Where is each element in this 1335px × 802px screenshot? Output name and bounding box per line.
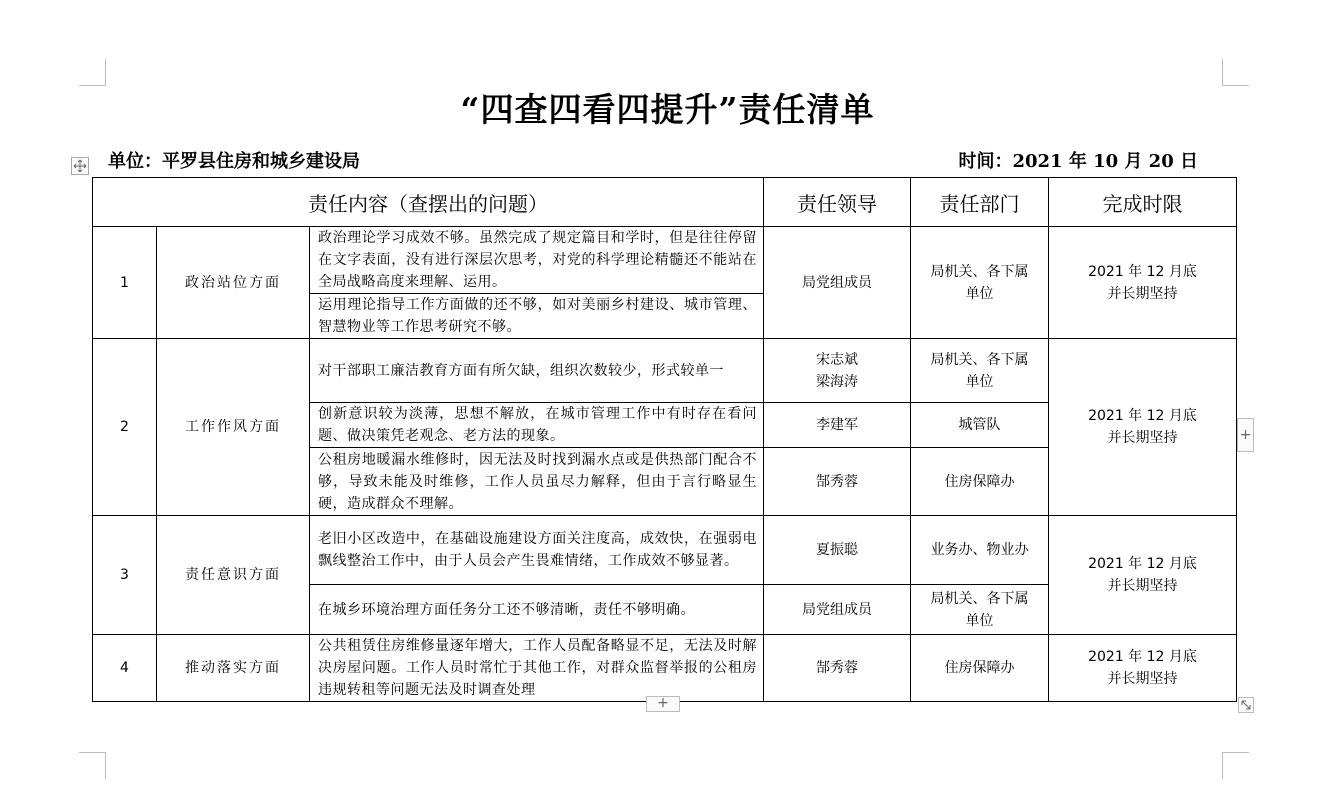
row-aspect: 工作作风方面 — [157, 339, 310, 516]
deadline-line: 2021 年 12 月底 — [1088, 556, 1197, 572]
department-line: 住房保障办 — [944, 473, 1015, 490]
leader-name: 局党组成员 — [802, 601, 872, 618]
deadline-cell — [1049, 635, 1237, 702]
department-line: 业务办、物业办 — [930, 542, 1029, 558]
header-content: 责任内容（查摆出的问题） — [93, 178, 764, 227]
leader-cell — [764, 585, 911, 635]
department-cell — [911, 403, 1049, 448]
leader-name: 郜秀蓉 — [816, 473, 858, 490]
department-line: 住房保障办 — [944, 660, 1015, 676]
department-cell — [911, 339, 1049, 403]
unit-line: 单位：平罗县住房和城乡建设局 — [108, 151, 360, 172]
issue-content[interactable]: 运用理论指导工作方面做的还不够，如对美丽乡村建设、城市管理、智慧物业等工作思考研究不够。 — [310, 294, 764, 339]
issue-content[interactable]: 老旧小区改造中，在基础设施建设方面关注度高，成效快，在强弱电飘线整治工作中，由于人员会产生畏难情绪，工作成效不够显著。 — [310, 516, 764, 585]
department-line: 城管队 — [958, 417, 1001, 433]
deadline-line: 并长期坚持 — [1107, 671, 1178, 687]
leader-name: 局党组成员 — [802, 274, 872, 291]
diagonal-resize-icon — [1240, 699, 1252, 711]
header-department: 责任部门 — [911, 178, 1049, 227]
department-cell — [911, 635, 1049, 702]
page-corner-mark-top-right — [1222, 59, 1249, 86]
department-line: 单位 — [965, 612, 994, 629]
leader-cell — [764, 635, 911, 702]
leader-name: 李建军 — [816, 417, 858, 433]
page-corner-mark-top-left — [79, 59, 106, 86]
department-line: 局机关、各下属 — [930, 263, 1029, 280]
leader-name: 夏振聪 — [816, 542, 858, 558]
leader-cell — [764, 516, 911, 585]
deadline-line: 并长期坚持 — [1107, 578, 1178, 594]
leader-cell — [764, 339, 911, 403]
row-aspect: 政治站位方面 — [157, 227, 310, 339]
issue-content[interactable]: 创新意识较为淡薄，思想不解放，在城市管理工作中有时存在看问题、做决策凭老观念、老方法的现象。 — [310, 403, 764, 448]
leader-cell — [764, 227, 911, 339]
responsibility-table — [92, 177, 1237, 702]
header-leader: 责任领导 — [764, 178, 911, 227]
table-row — [93, 635, 1237, 702]
leader-name: 梁海涛 — [816, 373, 858, 390]
department-cell — [911, 516, 1049, 585]
department-cell — [911, 448, 1049, 516]
row-aspect: 责任意识方面 — [157, 516, 310, 635]
table-resize-handle[interactable] — [1238, 697, 1254, 713]
page-corner-mark-bottom-left — [79, 752, 106, 779]
row-index: 4 — [93, 635, 157, 702]
table-row — [93, 516, 1237, 585]
leader-name: 宋志斌 — [816, 351, 858, 368]
table-row — [93, 227, 1237, 294]
add-row-button[interactable]: + — [646, 696, 680, 712]
header-deadline: 完成时限 — [1049, 178, 1237, 227]
row-index: 3 — [93, 516, 157, 635]
deadline-cell — [1049, 339, 1237, 516]
row-index: 1 — [93, 227, 157, 339]
deadline-line: 并长期坚持 — [1107, 285, 1178, 302]
leader-cell — [764, 448, 911, 516]
deadline-cell — [1049, 227, 1237, 339]
page-corner-mark-bottom-right — [1222, 752, 1249, 779]
deadline-line: 并长期坚持 — [1107, 430, 1178, 446]
leader-name: 郜秀蓉 — [816, 660, 858, 676]
deadline-line: 2021 年 12 月底 — [1088, 649, 1197, 665]
leader-cell — [764, 403, 911, 448]
department-cell — [911, 585, 1049, 635]
department-cell — [911, 227, 1049, 339]
table-header-row — [93, 178, 1237, 227]
deadline-cell — [1049, 516, 1237, 635]
move-arrows-icon — [73, 159, 87, 173]
table-row — [93, 339, 1237, 403]
department-line: 局机关、各下属 — [930, 351, 1029, 368]
row-index: 2 — [93, 339, 157, 516]
deadline-line: 2021 年 12 月底 — [1088, 408, 1197, 424]
department-line: 单位 — [965, 373, 994, 390]
issue-content[interactable]: 公共租赁住房维修量逐年增大，工作人员配备略显不足，无法及时解决房屋问题。工作人员时常忙于其他工作，对群众监督举报的公租房违规转租等问题无法及时调查处理 — [310, 635, 764, 702]
row-aspect: 推动落实方面 — [157, 635, 310, 702]
date-line: 时间：2021 年 10 月 20 日 — [958, 151, 1198, 172]
issue-content[interactable]: 公租房地暖漏水维修时，因无法及时找到漏水点或是供热部门配合不够，导致未能及时维修，工作人员虽尽力解释，但由于言行略显生硬，造成群众不理解。 — [310, 448, 764, 516]
department-line: 局机关、各下属 — [930, 590, 1029, 607]
deadline-line: 2021 年 12 月底 — [1088, 263, 1197, 280]
table-move-handle[interactable] — [71, 157, 89, 175]
add-column-button[interactable]: + — [1237, 418, 1254, 452]
issue-content[interactable]: 在城乡环境治理方面任务分工还不够清晰，责任不够明确。 — [310, 585, 764, 635]
document-title: “四查四看四提升”责任清单 — [460, 90, 875, 129]
issue-content[interactable]: 政治理论学习成效不够。虽然完成了规定篇目和学时，但是往往停留在文字表面，没有进行深层次思考，对党的科学理论精髓还不能站在全局战略高度来理解、运用。 — [310, 227, 764, 294]
issue-content[interactable]: 对干部职工廉洁教育方面有所欠缺，组织次数较少，形式较单一 — [310, 339, 764, 403]
department-line: 单位 — [965, 285, 994, 302]
